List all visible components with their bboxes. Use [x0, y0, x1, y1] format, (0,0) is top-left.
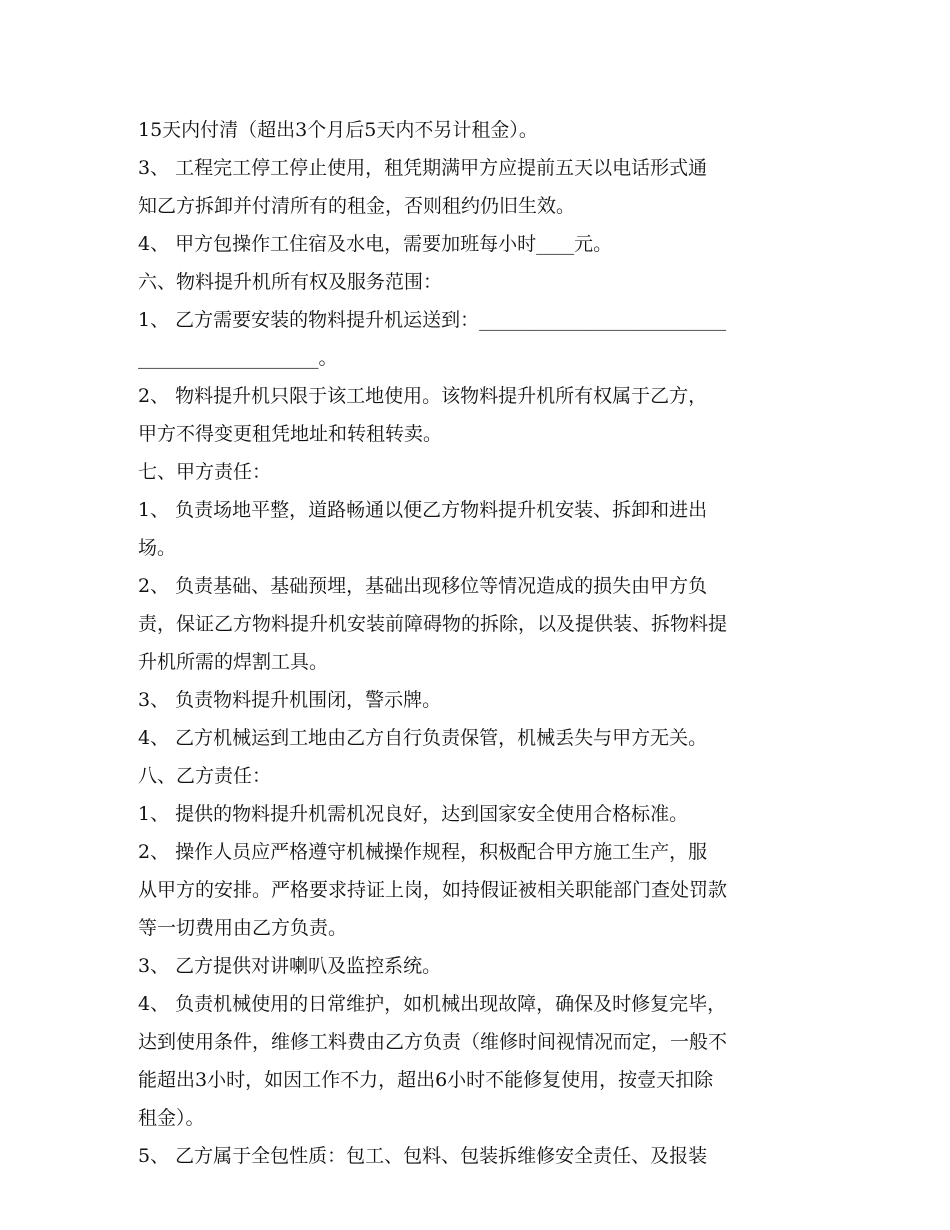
text-line: 5、 乙方属于全包性质：包工、包料、包装拆维修安全责任、及报装: [138, 1145, 708, 1167]
text-line: 知乙方拆卸并付清所有的租金，否则租约仍旧生效。: [138, 195, 576, 217]
text-line: 4、 甲方包操作工住宿及水电，需要加班每小时____元。: [138, 233, 613, 255]
text-line: 1、 负责场地平整，道路畅通以便乙方物料提升机安装、拆卸和进出: [138, 499, 708, 521]
document-body: [138, 111, 828, 1175]
text-line: 4、 乙方机械运到工地由乙方自行负责保管，机械丢失与甲方无关。: [138, 727, 708, 749]
section-heading: 八、乙方责任：: [138, 765, 272, 787]
text-line: 租金）。: [138, 1107, 205, 1129]
text-line: 1、 乙方需要安装的物料提升机运送到：__________________________: [138, 309, 727, 331]
text-line: 4、 负责机械使用的日常维护，如机械出现故障，确保及时修复完毕，: [138, 993, 727, 1015]
text-line: 能超出3小时，如因工作不力，超出6小时不能修复使用，按壹天扣除: [138, 1069, 714, 1091]
text-line: 3、 工程完工停工停止使用，租凭期满甲方应提前五天以电话形式通: [138, 157, 708, 179]
text-line: 3、 乙方提供对讲喇叭及监控系统。: [138, 955, 442, 977]
text-line: 2、 操作人员应严格遵守机械操作规程，积极配合甲方施工生产，服: [138, 841, 708, 863]
text-line: 达到使用条件，维修工料费由乙方负责（维修时间视情况而定，一般不: [138, 1031, 728, 1053]
text-line: 升机所需的焊割工具。: [138, 651, 329, 673]
text-line: 3、 负责物料提升机围闭，警示牌。: [138, 689, 442, 711]
text-line: ___________________。: [138, 347, 338, 369]
text-line: 15天内付清（超出3个月后5天内不另计租金）。: [138, 119, 538, 141]
section-heading: 六、物料提升机所有权及服务范围：: [138, 271, 443, 293]
text-line: 从甲方的安排。严格要求持证上岗，如持假证被相关职能部门查处罚款: [138, 879, 728, 901]
text-line: 等一切费用由乙方负责。: [138, 917, 348, 939]
text-line: 2、 负责基础、基础预埋，基础出现移位等情况造成的损失由甲方负: [138, 575, 708, 597]
text-line: 责，保证乙方物料提升机安装前障碍物的拆除，以及提供装、拆物料提: [138, 613, 728, 635]
section-heading: 七、甲方责任：: [138, 461, 272, 483]
text-line: 甲方不得变更租凭地址和转租转卖。: [138, 423, 443, 445]
text-line: 场。: [138, 537, 177, 559]
text-line: 2、 物料提升机只限于该工地使用。该物料提升机所有权属于乙方，: [138, 385, 708, 407]
text-line: 1、 提供的物料提升机需机况良好，达到国家安全使用合格标准。: [138, 803, 689, 825]
